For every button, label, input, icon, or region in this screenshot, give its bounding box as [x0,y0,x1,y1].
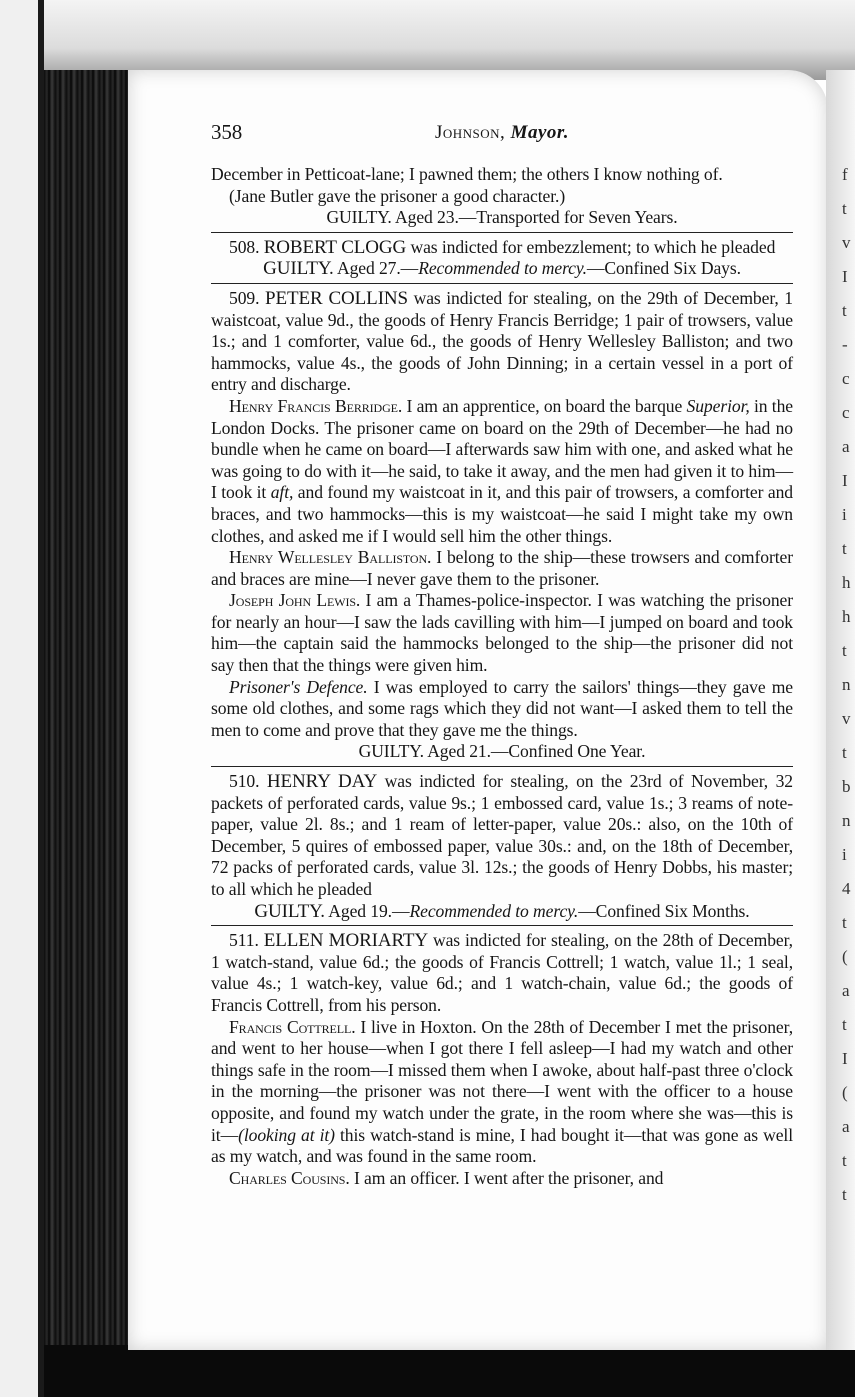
bleed-character: t [842,199,847,218]
witness-name: Henry Wellesley Balliston. [229,547,432,568]
bleed-character: b [842,777,851,796]
continuation-text: December in Petticoat-lane; I pawned them; the others I know nothing of. [211,164,723,184]
testimony-text: and found my waistcoat in it, and this pair of trowsers, a comforter and braces, and two hammocks—this is my waistcoat—he said I might take my own clothes, and asked me if I would sell him the other things. [211,482,793,546]
page-number: 358 [211,120,243,144]
case-511 [211,930,793,1189]
case-number: 511. [229,930,259,951]
stage-direction: (looking at it) [238,1124,335,1145]
character-note: (Jane Butler gave the prisoner a good character.) [229,185,566,206]
case-divider [211,925,793,926]
bleed-character: h [842,573,851,592]
defence-text: I was employed to carry the sailors' things—they gave me some old clothes, and some rags which they did not want—I asked them to tell the men to come and prove that they gave me the things. [211,676,794,740]
verdict [211,258,793,280]
scanner-background-top [0,0,855,80]
case-paragraph [211,771,793,901]
bleed-character: c [842,403,850,422]
testimony-text: in the London Docks. The prisoner came on board on the 29th of December—he had no bundle when he came on board—I afterwards saw him with one, and asked what he was going to do with it—he said, to take it away, and the men had given it to him—I took it [211,395,793,503]
bleed-character: t [842,1185,847,1204]
bleed-character: I [842,1049,848,1068]
case-divider [211,766,793,767]
verdict-word: GUILTY. [263,258,334,280]
ship-name: Superior, [686,395,750,416]
bleed-character: i [842,845,847,864]
case-number: 508. [229,236,260,257]
bleed-character: I [842,471,848,490]
testimony-text: I belong to the ship—these trowsers and comforter and braces are mine—I never gave them to the prisoner. [211,547,793,589]
bleed-character: t [842,1015,847,1034]
verdict: GUILTY. Aged 21.—Confined One Year. [358,741,646,762]
verdict-sentence: —Confined Six Days. [586,258,741,279]
verdict [211,901,793,923]
testimony-text: this watch-stand is mine, I had bought it—that was gone as well as my watch, and was found in the same room. [211,1124,793,1167]
case-divider [211,232,793,233]
bleed-character: v [842,709,851,728]
bleed-character: 4 [842,879,851,898]
indictment-text: was indicted for stealing, on the 23rd of November, 32 packets of perforated cards, value 9s.; 1 embossed card, value 1s.; 3 reams of note-paper, value 2l. 8s.; and 1 ream of letter-paper, value 20s.: also, on the 10th of December, 5 quires of embossed paper, value 30s.: and, on the 18th of December, 72 packs of perforated cards, value 3l. 12s.; the goods of Henry Dobbs, his master; to all which he pleaded [211,771,793,899]
witness-name: Joseph John Lewis. [229,590,361,611]
verdict-age: Aged 19.— [324,900,410,921]
running-head-title: Mayor. [510,122,569,143]
defendant-name: PETER COLLINS [264,287,409,309]
case-number: 509. [229,287,260,308]
bleed-character: I [842,267,848,286]
verdict-recommendation: Recommended to mercy. [418,258,587,279]
witness-testimony [211,1017,793,1168]
case-continuation [211,164,793,229]
defendant-name: ELLEN MORIARTY [263,930,429,952]
bleed-character: t [842,641,847,660]
testimony-text: I am a Thames-police-inspector. I was watching the prisoner for nearly an hour—I saw the lads cavilling with him—I jumped on board and took him—the captain said the hammocks belonged to the ship—the prisoner did not say then that the things were given him. [211,590,794,676]
bleed-character: t [842,913,847,932]
italic-word: aft, [270,482,294,503]
testimony-text: I am an apprentice, on board the barque [402,395,687,416]
bleed-character: ( [842,947,848,966]
testimony-text: I am an officer. I went after the prisoner, and [349,1167,664,1188]
case-divider [211,283,793,284]
bleed-character: c [842,369,850,388]
verdict-recommendation: Recommended to mercy. [409,900,579,921]
case-number: 510. [229,771,260,792]
bleed-character: t [842,743,847,762]
bleed-character: i [842,505,847,524]
running-head [211,122,793,144]
verdict: GUILTY. Aged 23.—Transported for Seven Years. [326,207,678,228]
indictment-text: was indicted for stealing, on the 28th of December, 1 watch-stand, value 6d.; the goods of Francis Cottrell; 1 watch, value 1l.; 1 seal, value 4s.; 1 watch-key, value 6d.; and 1 watch-chain, value 6d.; the goods of Francis Cottrell, from his person. [211,930,793,1015]
defendant-name: HENRY DAY [266,771,378,793]
case-paragraph [211,288,793,396]
case-508 [211,237,793,280]
witness-name: Charles Cousins. [229,1167,350,1188]
bleed-character: t [842,539,847,558]
case-paragraph [211,930,793,1016]
case-paragraph [211,237,793,259]
bleed-character: v [842,233,851,252]
bleed-character: n [842,675,851,694]
case-510 [211,771,793,922]
book-page-edges [44,70,134,1397]
case-509 [211,288,793,763]
indictment-text: was indicted for embezzlement; to which he pleaded [406,236,776,257]
verdict-sentence: —Confined Six Months. [578,900,750,921]
witness-testimony [211,396,793,547]
witness-name: Henry Francis Berridge. [229,395,403,416]
bleed-character: a [842,981,850,1000]
witness-testimony [211,590,793,676]
defence-label: Prisoner's Defence. [229,676,368,697]
page-header [211,110,793,150]
bleed-character: ( [842,1083,848,1102]
witness-name: Francis Cottrell. [229,1016,356,1037]
witness-testimony [211,1168,793,1190]
bleed-character: h [842,607,851,626]
witness-testimony [211,547,793,590]
book-bottom-shadow [44,1345,855,1397]
bleed-character: f [842,165,848,184]
bleed-character: - [842,335,848,354]
bleed-character: a [842,437,850,456]
bleed-character: n [842,811,851,830]
bleed-character: t [842,1151,847,1170]
verdict-age: Aged 27.— [333,258,419,279]
verdict-word: GUILTY. [254,900,325,922]
testimony-text: I live in Hoxton. On the 28th of December I met the prisoner, and went to her house—when I got there I fell asleep—I had my watch and other things safe in the room—I missed them when I awoke, about half-past three o'clock in the morning—the prisoner was not there—I went with the officer to a house opposite, and found my watch under the grate, in the room where she was—this is it— [211,1016,793,1145]
prisoner-defence [211,677,793,742]
bleed-character: t [842,301,847,320]
bleed-character: a [842,1117,850,1136]
running-head-name: Johnson, [434,122,506,143]
page-text [211,110,793,1189]
indictment-text: was indicted for stealing, on the 29th of December, 1 waistcoat, value 9d., the goods of Henry Francis Berridge; 1 pair of trowsers, value 1s.; and 1 comforter, value 6d., the goods of Henry Wellesley Balliston; and two hammocks, value 4s., the goods of John Dinning; in a certain vessel in a port of entry and discharge. [211,287,793,395]
defendant-name: ROBERT CLOGG [263,236,407,258]
